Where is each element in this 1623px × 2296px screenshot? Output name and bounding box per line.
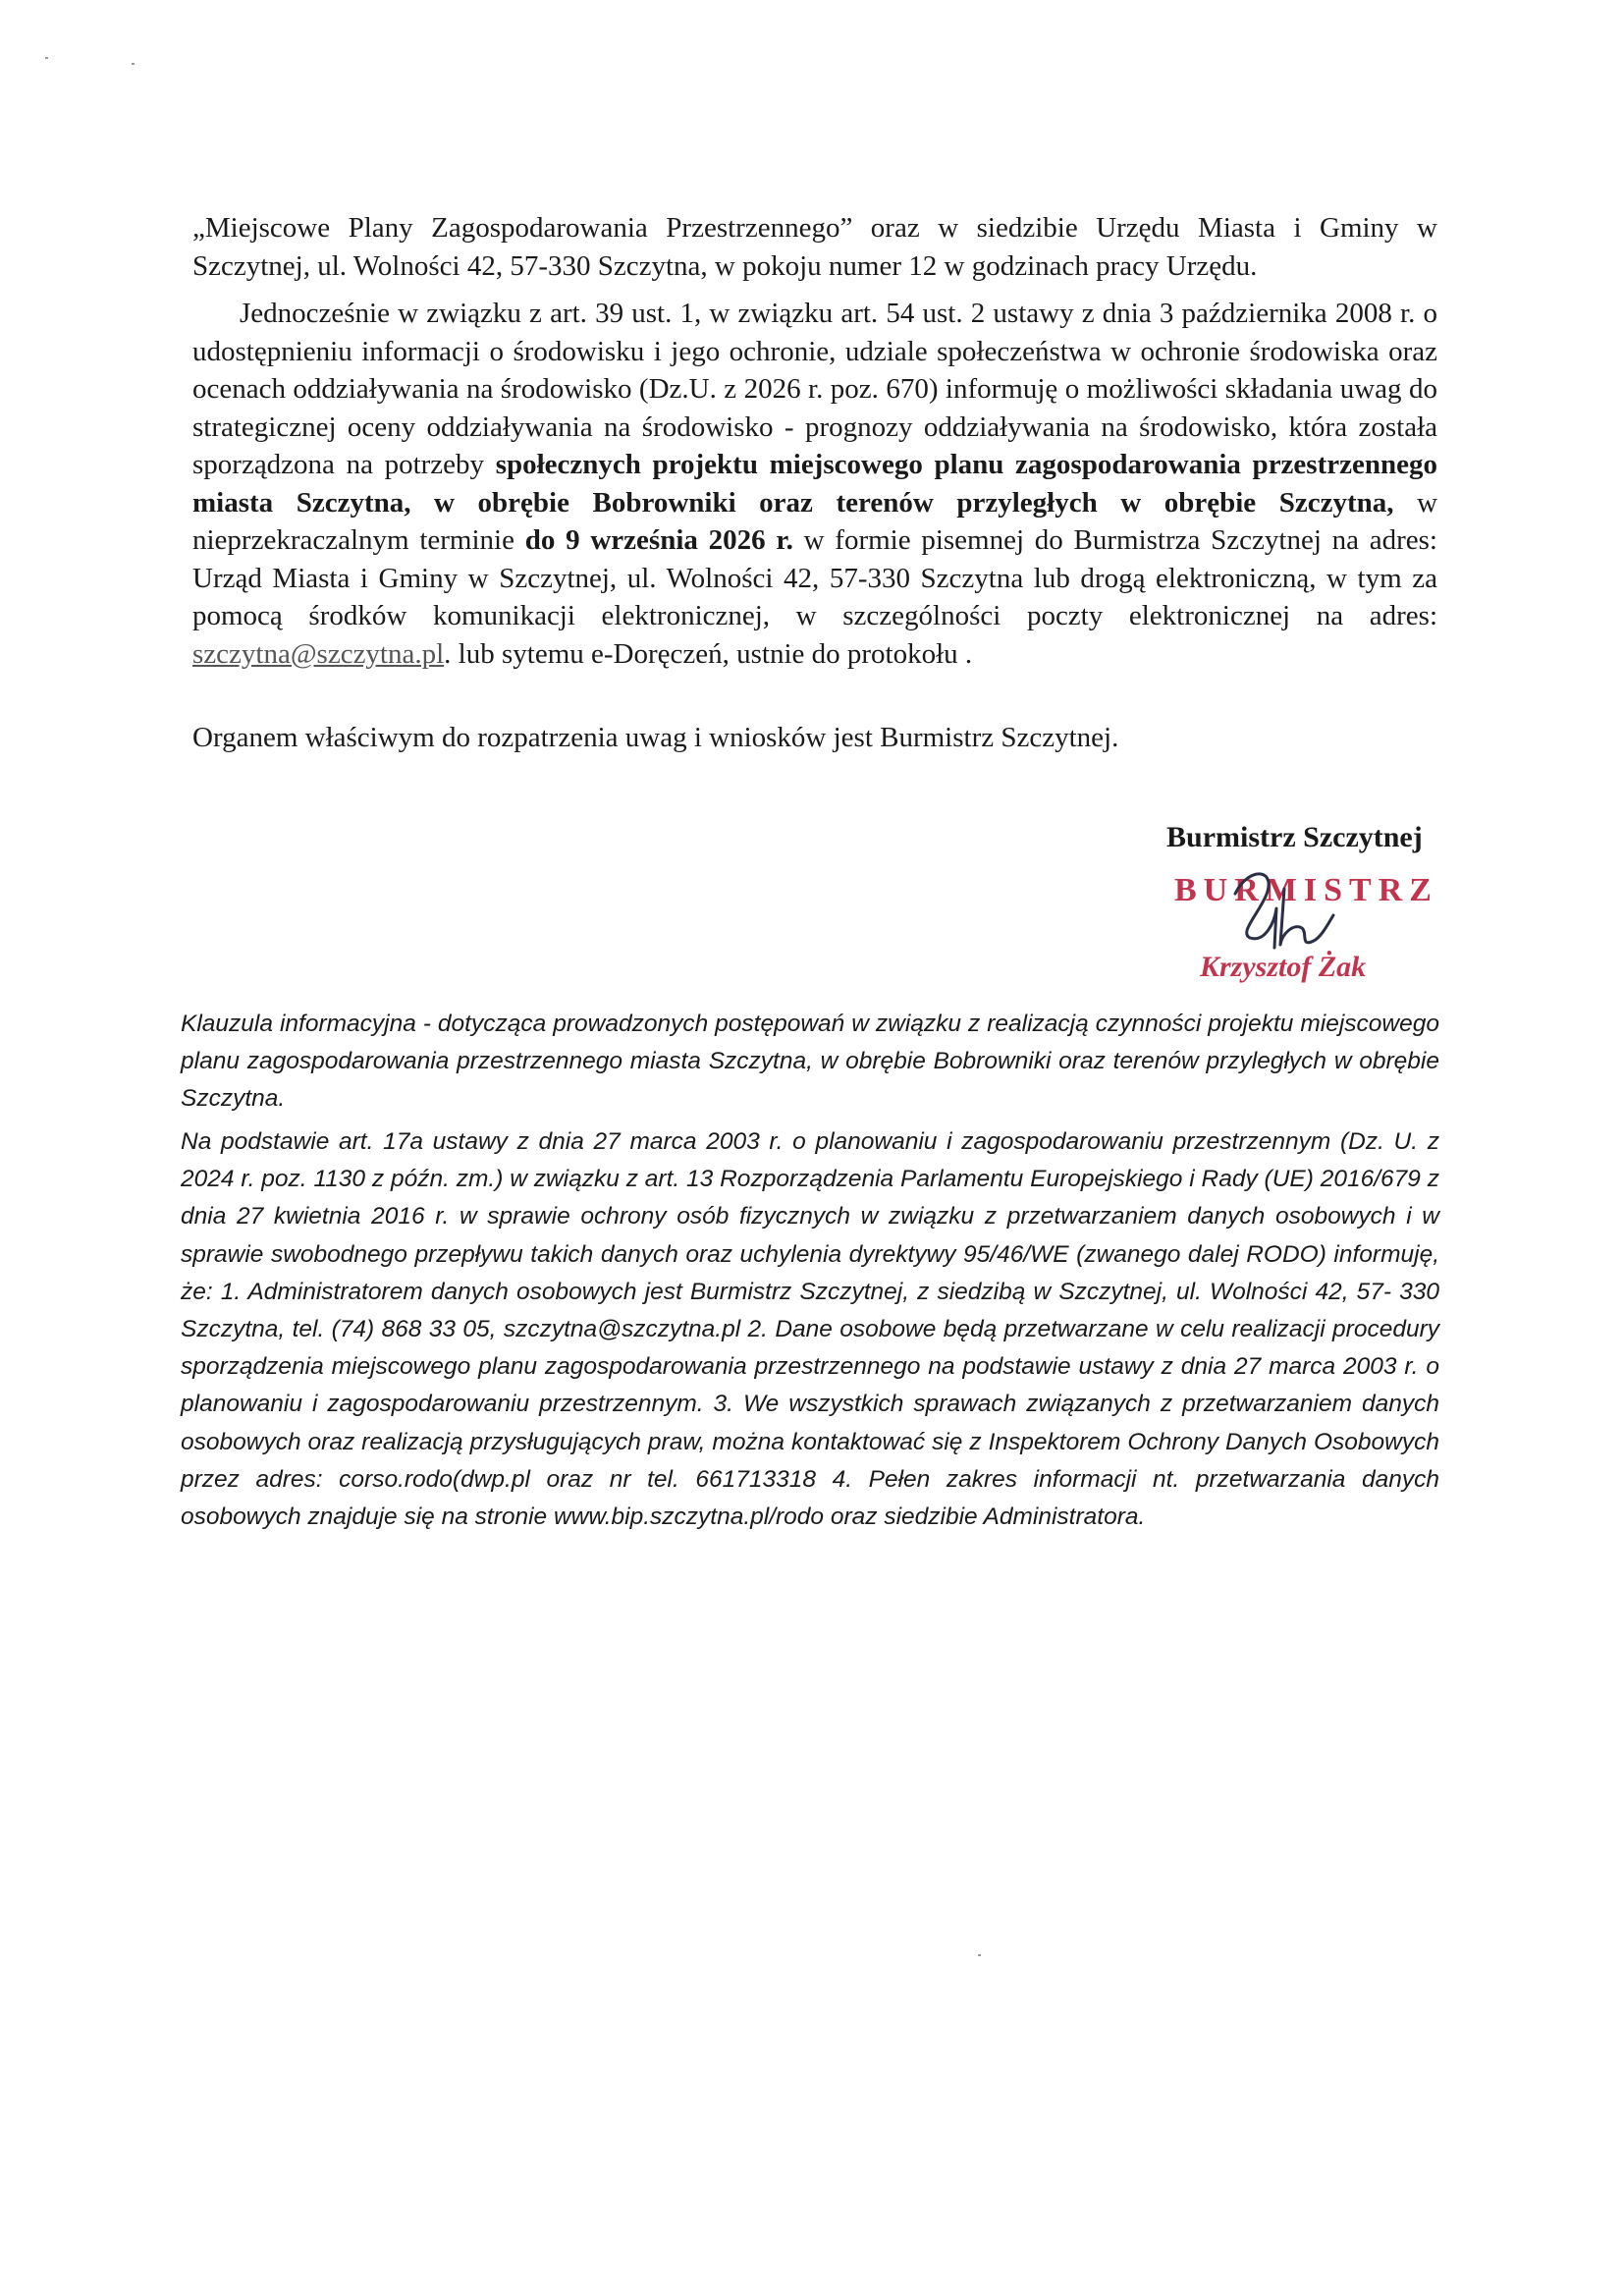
notice-project-name: społecznych projektu miejscowego planu zagospodarowania przestrzennego miasta Szczytna, w obrębie Bobrowniki oraz terenów przyległych w obrębie Szczytna, (192, 449, 1437, 519)
scan-speck (45, 57, 48, 59)
notice-text-2: w nieprzekraczalnym terminie (192, 486, 1438, 556)
clause-heading: Klauzula informacyjna - dotycząca prowadzonych postępowań w związku z realizacją czynności projektu miejscowego planu zagospodarowania przestrzennego miasta Szczytna, w obrębie Bobrowniki oraz terenów przyległych w obrębie Szczytna. (181, 1011, 1439, 1113)
notice-text-4: . lub sytemu e-Doręczeń, ustnie do protokołu . (444, 637, 973, 670)
clause-body: Na podstawie art. 17a ustawy z dnia 27 marca 2003 r. o planowaniu i zagospodarowaniu przestrzennym (Dz. U. z 2024 r. poz. 1130 z późn. zm.) w związku z art. 13 Rozporządzenia Parlamentu Europejskiego i Rady (UE) 2016/679 z dnia 27 kwietnia 2016 r. w sprawie ochrony osób fizycznych w związku z przetwarzaniem danych osobowych i w sprawie swobodnego przepływu takich danych oraz uchylenia dyrektywy 95/46/WE (zwanego dalej RODO) informuję, że: 1. Administratorem danych osobowych jest Burmistrz Szczytnej, z siedzibą w Szczytnej, ul. Wolności 42, 57- 330 Szczytna, tel. (74) 868 33 05, szczytna@szczytna.pl 2. Dane osobowe będą przetwarzane w celu realizacji procedury sporządzenia miejscowego planu zagospodarowania przestrzennego na podstawie ustawy z dnia 27 marca 2003 r. o planowaniu i zagospodarowaniu przestrzennym. 3. We wszystkich sprawach związanych z przetwarzaniem danych osobowych oraz realizacją przysługujących praw, można kontaktować się z Inspektorem Ochrony Danych Osobowych przez adres: corso.rodo(dwp.pl oraz nr tel. 661713318 4. Pełen zakres informacji nt. przetwarzania danych osobowych znajduje się na stronie www.bip.szczytna.pl/rodo oraz siedzibie Administratora. (181, 1128, 1439, 1531)
stamp-name: Krzysztof Żak (1200, 951, 1367, 983)
handwritten-signature-icon (1206, 854, 1353, 972)
paragraph-notice (192, 295, 1437, 673)
scan-speck (978, 1954, 981, 1956)
scan-speck (132, 63, 135, 65)
paragraph-authority: Organem właściwym do rozpatrzenia uwag i wniosków jest Burmistrz Szczytnej. (192, 722, 1119, 753)
notice-text-3: w formie pisemnej do Burmistrza Szczytnej na adres: Urząd Miasta i Gminy w Szczytnej, ul. Wolności 42, 57-330 Szczytna lub drogą elektroniczną, w tym za pomocą środków komunikacji elektronicznej, w szczególności poczty elektronicznej na adres: (192, 524, 1437, 631)
notice-deadline: do 9 września 2026 r. (524, 524, 793, 556)
email-link[interactable]: szczytna@szczytna.pl (192, 637, 445, 670)
stamp-title: BURMISTRZ (1174, 872, 1438, 908)
signatory-title: Burmistrz Szczytnej (1166, 821, 1423, 853)
paragraph-location: „Miejscowe Plany Zagospodarowania Przestrzennego” oraz w siedzibie Urzędu Miasta i Gminy w Szczytnej, ul. Wolności 42, 57-330 Szczytna, w pokoju numer 12 w godzinach pracy Urzędu. (192, 212, 1437, 282)
notice-text-1: Jednocześnie w związku z art. 39 ust. 1, w związku art. 54 ust. 2 ustawy z dnia 3 października 2008 r. o udostępnieniu informacji o środowisku i jego ochronie, udziale społeczeństwa w ochronie środowiska oraz ocenach oddziaływania na środowisko (Dz.U. z 2026 r. poz. 670) informuję o możliwości składania uwag do strategicznej oceny oddziaływania na środowisko - prognozy oddziaływania na środowisko, która została sporządzona na potrzeby (192, 298, 1437, 480)
